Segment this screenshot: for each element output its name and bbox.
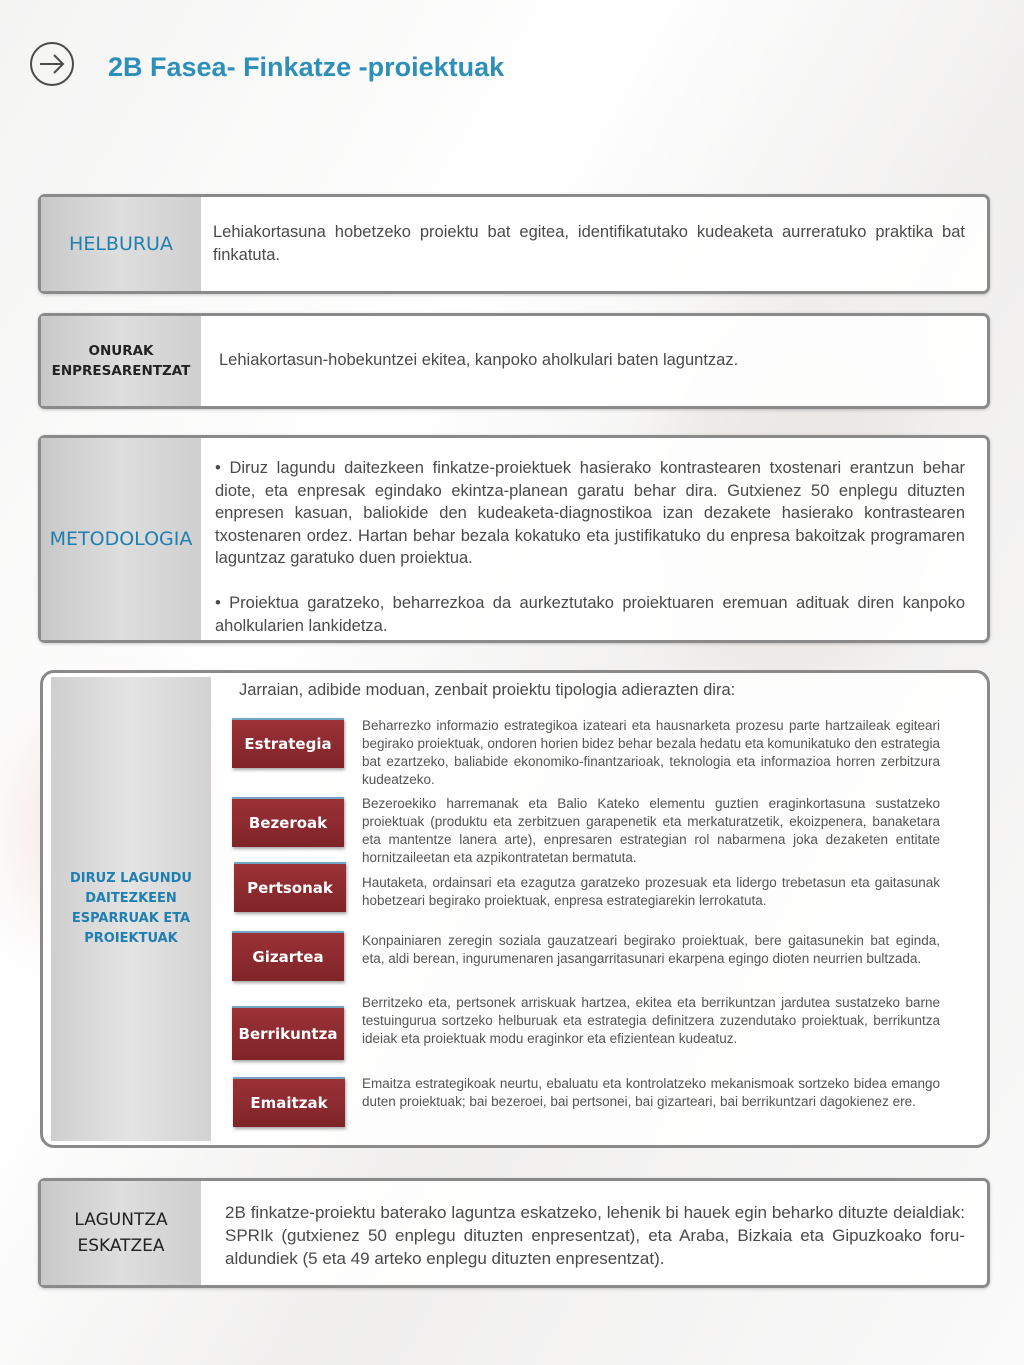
laguntza-label-line: ESKATZEA <box>77 1236 165 1256</box>
proiektuak-label-line: DIRUZ LAGUNDU <box>70 871 192 886</box>
metodologia-label-panel <box>41 438 201 640</box>
metodologia-bullet: • Diruz lagundu daitezkeen finkatze-proiektuek hasierako kontrastearen txostenari erantzun behar diote, eta enpresak egindako ekintza-planean garatu behar dira. Gutxienez 50 enplegu dituzten enpresen kasuan, baliokide den kudeaketa-diagnostikoa izan dezakete hasierako kontrastearen txostenaren ordez. Hartan behar bezala kokatuko eta justifikatuko du enpresa bakoitzak programaren laguntzaz garatuko duen proiektua. <box>215 459 965 567</box>
arrow-right-circle-icon[interactable] <box>30 42 74 86</box>
laguntza-label-panel <box>41 1181 201 1285</box>
proiektuak-label-line: ESPARRUAK ETA <box>71 911 191 926</box>
proiektuak-label-panel <box>51 677 211 1141</box>
description-estrategia: Beharrezko informazio estrategikoa izateari eta hausnarketa prozesu parte hartzaileak egiteari begirako proiektuak, ondoren horien bidez behar bezala hedatu eta komunikatuko den estrategia bat ezartzeko, baliabide ekonomiko-finantzarioak, teknologia eta informazioa horren zerbitzura kudeatzeko. <box>362 718 940 787</box>
description-emaitzak: Emaitza estrategikoak neurtu, ebaluatu eta kontrolatzeko mekanismoak sortzeko bidea emango duten proiektuak; bai bezeroei, bai pertsonei, bai gizarteari, bai berrikuntzari dagokienez ere. <box>362 1076 940 1109</box>
onurak-text: Lehiakortasun-hobekuntzei ekitea, kanpoko aholkulari baten laguntzaz. <box>219 351 739 369</box>
tag-pertsonak: Pertsonak <box>234 862 346 912</box>
proiektuak-intro: Jarraian, adibide moduan, zenbait proiektu tipologia adierazten dira: <box>239 681 736 699</box>
description-bezeroak: Bezeroekiko harremanak eta Balio Kateko elementu guztien eraginkortasuna sustatzeko proiektuak (produktu eta zerbitzuen garapenetik eta merkaturatzetik, ekoizpenera, banaketara eta mantentze lanera arte), enpresaren estrategian rol nabarmena joka dezaketen entitate hornitzaileetan eta azpikontratetan bermatuta. <box>362 796 940 865</box>
page-title: 2B Fasea- Finkatze -proiektuak <box>108 52 505 82</box>
description-gizartea: Konpainiaren zeregin soziala gauzatzeari begirako proiektuak, bere gaitasunekin bat eginda, eta, aldi berean, ingurumenaren jasangarritasunari ekarpena egingo dioten neurrien bultzada. <box>362 933 940 966</box>
laguntza-label-line: LAGUNTZA <box>74 1210 168 1230</box>
description-pertsonak: Hautaketa, ordainsari eta ezagutza garatzeko prozesuak eta lidergo trebetasun eta gaitasunak hobetzeari begirako proiektuak, enpresa estrategiarekin lerrokatuta. <box>362 875 940 908</box>
tag-gizartea: Gizartea <box>232 931 344 981</box>
proiektuak-label-line: DAITEZKEEN <box>85 891 177 906</box>
metodologia-bullet: • Proiektua garatzeko, beharrezkoa da aurkeztutako proiektuaren eremuan adituak diren kanpoko aholkularien lankidetza. <box>215 594 965 635</box>
proiektuak-label-line: PROIEKTUAK <box>84 931 178 946</box>
tag-estrategia: Estrategia <box>232 718 344 768</box>
onurak-label-line: ONURAK <box>88 343 154 359</box>
metodologia-box <box>38 435 990 643</box>
laguntza-box <box>38 1178 990 1288</box>
tag-bezeroak: Bezeroak <box>232 797 344 847</box>
helburua-label-panel <box>41 197 201 291</box>
onurak-label-panel <box>41 316 201 406</box>
helburua-box <box>38 194 990 294</box>
tag-emaitzak: Emaitzak <box>233 1077 345 1127</box>
metodologia-label: METODOLOGIA <box>49 528 193 550</box>
laguntza-text: 2B finkatze-proiektu baterako laguntza eskatzeko, lehenik bi hauek egin beharko dituzte deialdiak: SPRIk (gutxienez 50 enplegu dituzten enpresentzat), eta Araba, Bizkaia eta Gipuzkoako foru-aldundiek (5 eta 49 arteko enplegu dituzten enpresentzat). <box>225 1203 965 1268</box>
onurak-box <box>38 313 990 409</box>
tag-berrikuntza: Berrikuntza <box>232 1006 344 1060</box>
helburua-label: HELBURUA <box>69 233 173 255</box>
helburua-text: Lehiakortasuna hobetzeko proiektu bat egitea, identifikatutako kudeaketa aurreratuko praktika bat finkatuta. <box>213 223 965 264</box>
description-berrikuntza: Berritzeko eta, pertsonek arriskuak hartzea, ekitea eta berrikuntzan jardutea sustatzeko barne testuingurua sortzeko helburuak eta estrategia definitzera zuzendutako proiektuak, berrikuntza ideiak eta proiektuak modu eraginkor eta efizientean kudeatuz. <box>362 995 940 1046</box>
onurak-label-line: ENPRESARENTZAT <box>51 363 191 379</box>
